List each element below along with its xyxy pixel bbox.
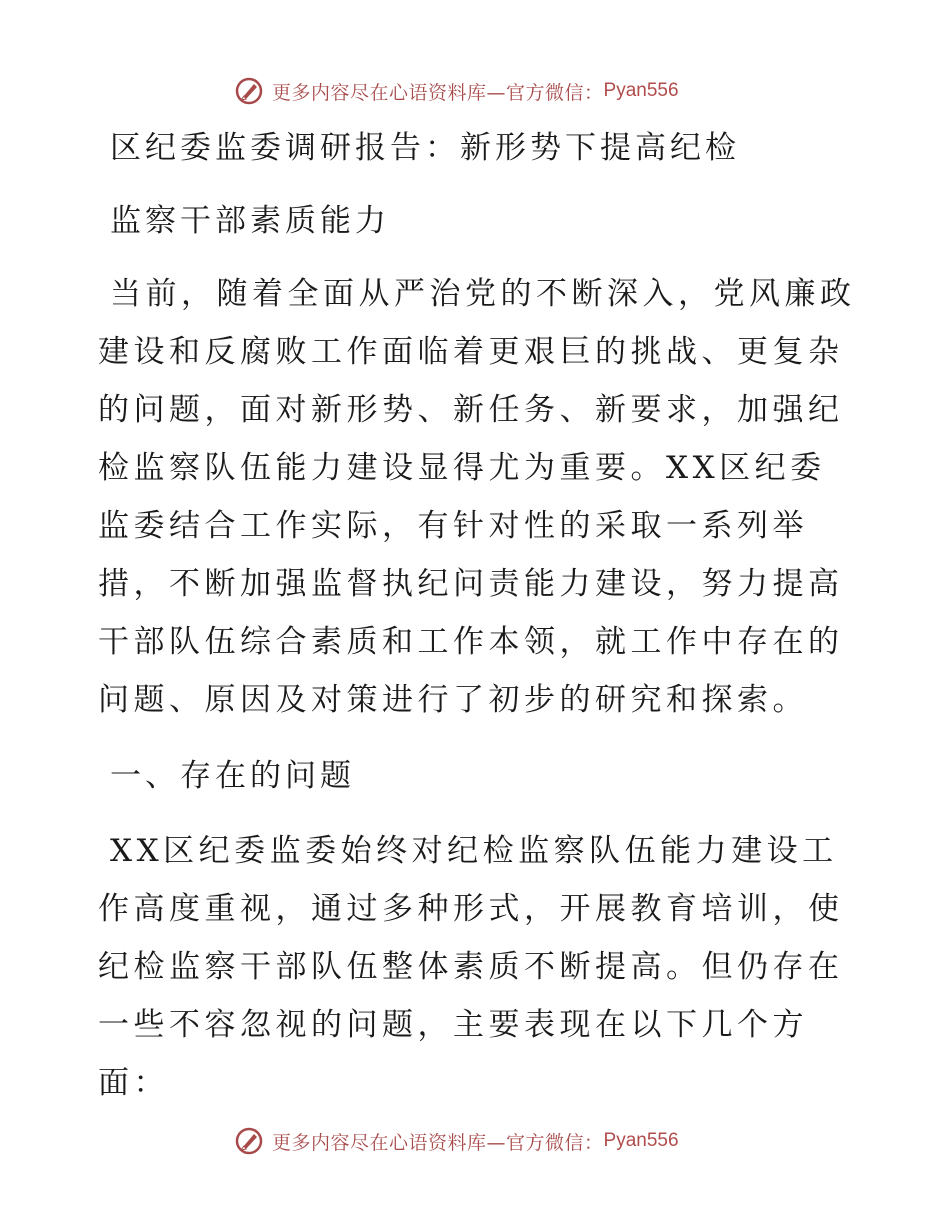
watermark-wechat-id: Pyan556 <box>603 1130 679 1151</box>
watermark-header <box>234 74 679 108</box>
section-paragraph: XX区纪委监委始终对纪检监察队伍能力建设工作高度重视，通过多种形式，开展教育培训，使纪检监察干部队伍整体素质不断提高。但仍存在一些不容忽视的问题，主要表现在以下几个方面： <box>98 833 844 1101</box>
watermark-wechat-id: Pyan556 <box>603 80 679 101</box>
document-title-line-2: 监察干部素质能力 <box>110 203 390 239</box>
section-heading: 一、存在的问题 <box>110 758 355 794</box>
watermark-footer <box>234 1124 679 1158</box>
pen-nib-circle-icon <box>234 1126 264 1156</box>
watermark-text: 更多内容尽在心语资料库—官方微信： <box>272 81 604 104</box>
watermark-text: 更多内容尽在心语资料库—官方微信： <box>272 1131 604 1154</box>
pen-nib-circle-icon <box>234 76 264 106</box>
intro-paragraph: 当前，随着全面从严治党的不断深入，党风廉政建设和反腐败工作面临着更艰巨的挑战、更复杂的问题，面对新形势、新任务、新要求，加强纪检监察队伍能力建设显得尤为重要。XX区纪委监委结合工作实际，有针对性的采取一系列举措，不断加强监督执纪问责能力建设，努力提高干部队伍综合素质和工作本领，就工作中存在的问题、原因及对策进行了初步的研究和探索。 <box>98 276 856 718</box>
document-title-line-1: 区纪委监委调研报告：新形势下提高纪检 <box>110 130 740 166</box>
